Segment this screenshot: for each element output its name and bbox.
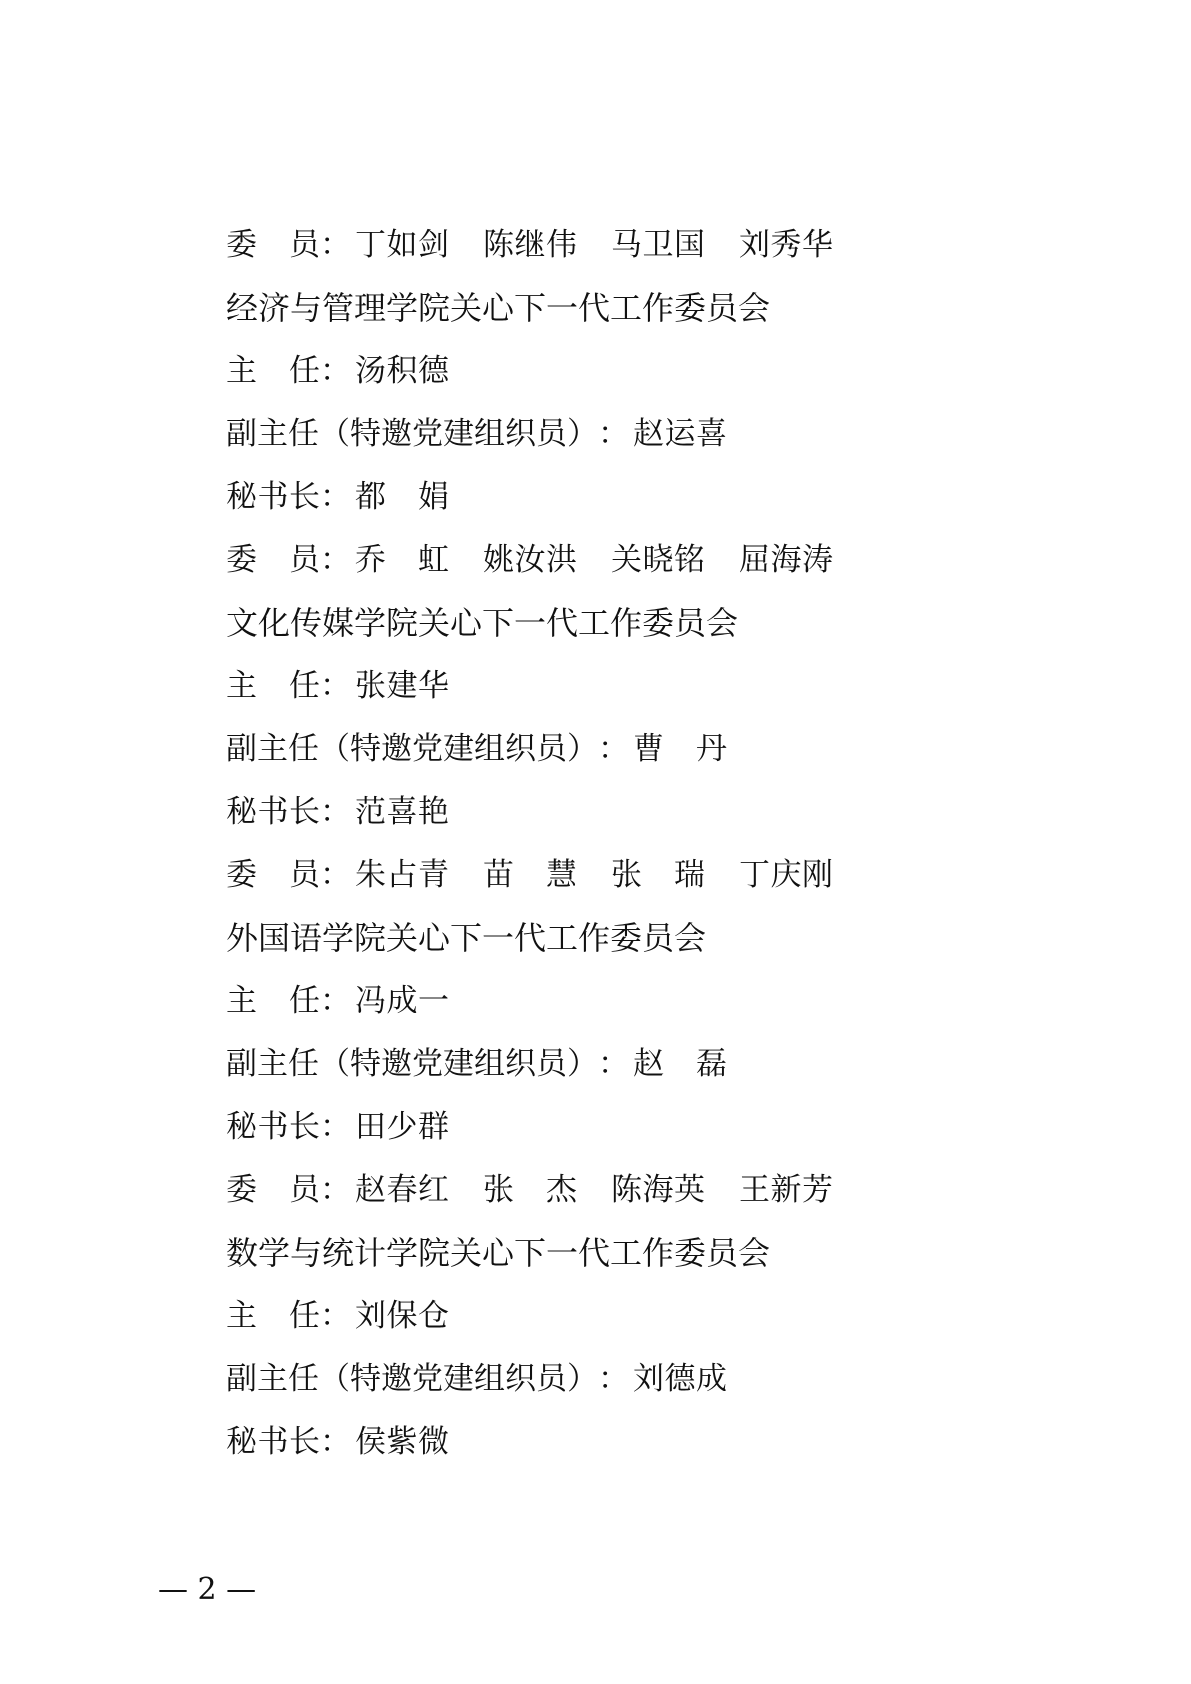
label-colon: ： [320,227,351,263]
page-number: — 2 — [158,1572,257,1607]
role-line [226,1033,1126,1096]
label-colon: ： [598,1361,629,1397]
member-name: 马卫国 [611,227,705,263]
label-colon: ： [598,731,629,767]
person-name: 刘保仓 [355,1298,449,1334]
label-colon: ： [320,542,351,578]
label-colon: ： [598,416,629,452]
document-body [226,214,1126,1474]
person-name: 汤积德 [355,353,449,389]
role-line [226,403,1126,466]
member-name: 苗 慧 [483,857,577,893]
role-line [226,1285,1126,1348]
member-name: 陈海英 [611,1172,705,1208]
person-name: 张建华 [355,668,449,704]
role-line [226,970,1126,1033]
members-line [226,1159,1126,1222]
role-line [226,1096,1126,1159]
role-label: 副主任（特邀党建组织员） [226,416,598,452]
role-label: 副主任（特邀党建组织员） [226,1046,598,1082]
committee-heading: 文化传媒学院关心下一代工作委员会 [226,604,739,642]
role-line [226,1411,1126,1474]
member-name: 刘秀华 [739,227,833,263]
label-colon: ： [320,857,351,893]
label-colon: ： [320,1109,351,1145]
committee-heading: 外国语学院关心下一代工作委员会 [226,919,707,957]
label-colon: ： [320,668,351,704]
role-label: 秘书长 [226,794,320,830]
label-colon: ： [320,1298,351,1334]
member-name: 赵春红 [355,1172,449,1208]
label-colon: ： [320,1424,351,1460]
member-name: 张 杰 [483,1172,577,1208]
role-label: 秘书长 [226,1109,320,1145]
label-colon: ： [320,479,351,515]
role-label: 委 员 [226,1172,320,1208]
role-label: 副主任（特邀党建组织员） [226,731,598,767]
role-label: 主 任 [226,353,320,389]
role-label: 主 任 [226,668,320,704]
role-label: 委 员 [226,227,320,263]
label-colon: ： [320,794,351,830]
member-name: 关晓铭 [611,542,705,578]
role-line [226,655,1126,718]
member-name: 姚汝洪 [483,542,577,578]
member-name: 陈继伟 [483,227,577,263]
label-colon: ： [320,353,351,389]
label-colon: ： [320,983,351,1019]
role-line [226,1348,1126,1411]
person-name: 范喜艳 [355,794,449,830]
person-name: 赵运喜 [633,416,727,452]
member-name: 朱占青 [355,857,449,893]
person-name: 赵 磊 [633,1046,727,1082]
role-label: 委 员 [226,857,320,893]
label-colon: ： [598,1046,629,1082]
members-line [226,214,1126,277]
member-name: 乔 虹 [355,542,449,578]
role-line [226,718,1126,781]
person-name: 侯紫微 [355,1424,449,1460]
committee-heading: 经济与管理学院关心下一代工作委员会 [226,289,771,327]
role-label: 委 员 [226,542,320,578]
role-label: 副主任（特邀党建组织员） [226,1361,598,1397]
member-name: 屈海涛 [739,542,833,578]
role-label: 主 任 [226,983,320,1019]
members-line [226,844,1126,907]
role-line [226,340,1126,403]
role-line [226,781,1126,844]
member-name: 王新芳 [739,1172,833,1208]
role-label: 秘书长 [226,479,320,515]
role-label: 秘书长 [226,1424,320,1460]
person-name: 冯成一 [355,983,449,1019]
person-name: 都 娟 [355,479,449,515]
member-name: 张 瑞 [611,857,705,893]
member-name: 丁如剑 [355,227,449,263]
member-name: 丁庆刚 [739,857,833,893]
person-name: 曹 丹 [633,731,727,767]
person-name: 刘德成 [633,1361,727,1397]
committee-heading: 数学与统计学院关心下一代工作委员会 [226,1234,771,1272]
label-colon: ： [320,1172,351,1208]
members-line [226,529,1126,592]
role-label: 主 任 [226,1298,320,1334]
person-name: 田少群 [355,1109,449,1145]
role-line [226,466,1126,529]
